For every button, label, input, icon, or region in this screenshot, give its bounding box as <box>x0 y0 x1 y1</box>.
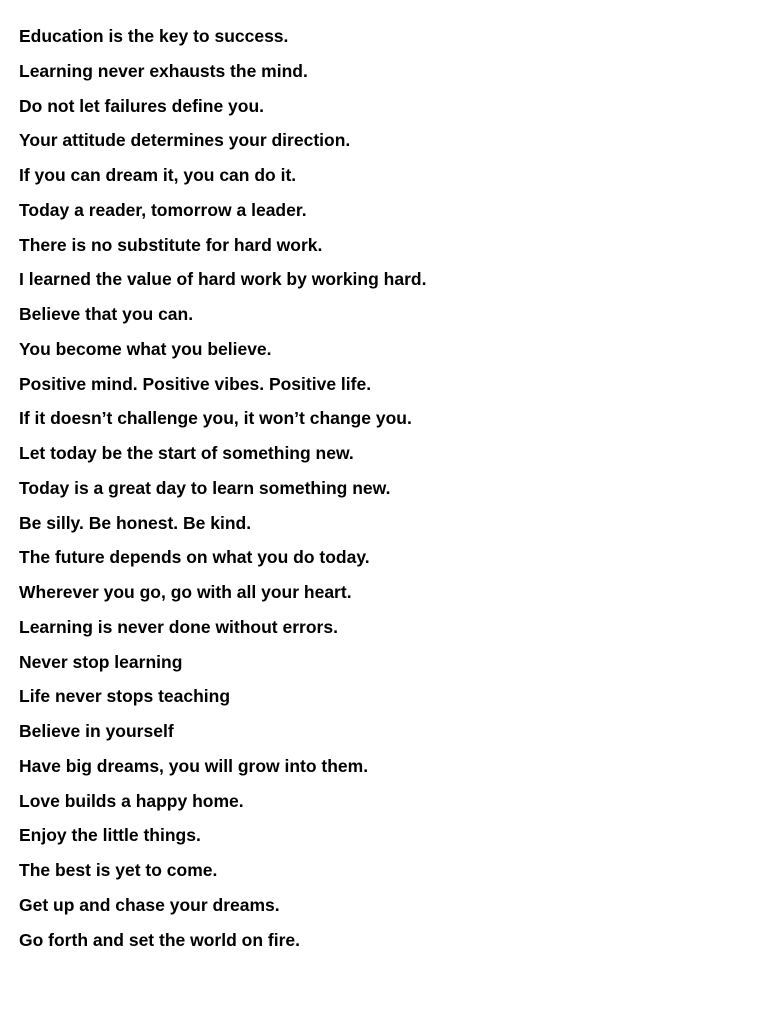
quote-line: Today a reader, tomorrow a leader. <box>19 199 307 220</box>
quote-line: Today is a great day to learn something new. <box>19 477 391 498</box>
quote-line: Have big dreams, you will grow into them. <box>19 755 369 776</box>
quote-line: You become what you believe. <box>19 338 272 359</box>
quote-line: The future depends on what you do today. <box>19 547 370 568</box>
quote-line: Learning never exhausts the mind. <box>19 60 308 81</box>
quote-line: Love builds a happy home. <box>19 790 244 811</box>
quote-line: I learned the value of hard work by working hard. <box>19 269 427 290</box>
quote-line: Do not let failures define you. <box>19 95 265 116</box>
quote-line: Believe that you can. <box>19 304 194 324</box>
quote-line: Education is the key to success. <box>19 26 289 46</box>
quote-line: Positive mind. Positive vibes. Positive life. <box>19 373 372 394</box>
quote-line: Believe in yourself <box>19 721 174 741</box>
quote-line: Let today be the start of something new. <box>19 443 354 463</box>
quote-line: Life never stops teaching <box>19 686 231 707</box>
quote-line: Your attitude determines your direction. <box>19 130 351 151</box>
quote-line: There is no substitute for hard work. <box>19 234 323 255</box>
quote-line: If you can dream it, you can do it. <box>19 165 297 185</box>
quote-line: Go forth and set the world on fire. <box>19 929 300 950</box>
quote-line: Never stop learning <box>19 651 183 672</box>
quote-list <box>19 22 426 960</box>
quote-line: If it doesn’t challenge you, it won’t change you. <box>19 408 412 429</box>
quote-line: Enjoy the little things. <box>19 825 201 846</box>
quote-line: The best is yet to come. <box>19 860 218 880</box>
quote-line: Get up and chase your dreams. <box>19 894 280 915</box>
quote-line: Be silly. Be honest. Be kind. <box>19 512 252 533</box>
quote-line: Learning is never done without errors. <box>19 616 338 637</box>
quote-line: Wherever you go, go with all your heart. <box>19 582 352 602</box>
